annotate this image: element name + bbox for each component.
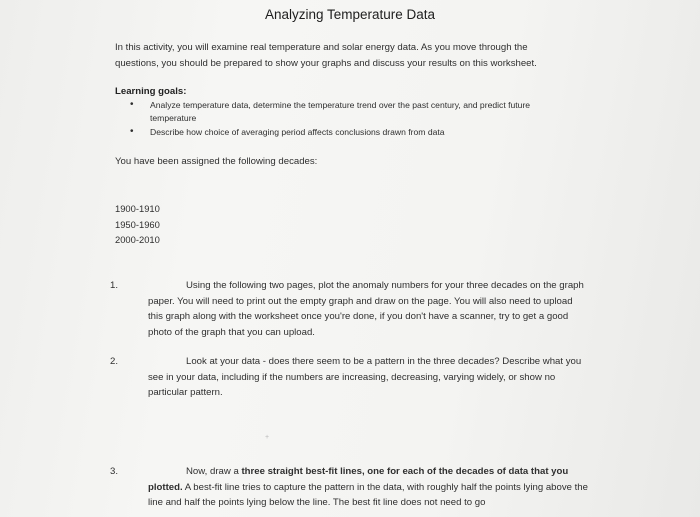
- question-number: 1.: [110, 280, 119, 291]
- assigned-decades-label: You have been assigned the following decades:: [115, 156, 318, 167]
- decade-item: 1950-1960: [115, 218, 160, 230]
- learning-goal-text: Describe how choice of averaging period affects conclusions drawn from data: [150, 127, 445, 137]
- intro-paragraph: In this activity, you will examine real temperature and solar energy data. As you move through the questions, you should be prepared to show your graphs and discuss your results on this worksheet.: [115, 42, 537, 69]
- learning-goals-list: [128, 99, 568, 141]
- question-text-emphasis: three straight best-fit lines, one for each of the decades of data that you plotted.: [148, 466, 569, 493]
- decade-item: 1900-1910: [115, 203, 160, 214]
- scan-speck: +: [265, 434, 270, 441]
- question-text: Using the following two pages, plot the anomaly numbers for your three decades on the graph paper. You will need to print out the empty graph and draw on the page. You will also need to upload this graph along with the worksheet once you're done, if you don't have a scanner, try to get a good photo of the graph that you can upload.: [148, 280, 584, 338]
- bullet-icon: •: [130, 99, 134, 110]
- question-text-end: A best-fit line tries to capture the pattern in the data, with roughly half the points lying above the line and half the points lying below the line. The best fit line does not need to go: [148, 481, 588, 508]
- page-title: Analyzing Temperature Data: [264, 7, 436, 22]
- list-item: [128, 99, 568, 124]
- question-text: Look at your data - does there seem to be a pattern in the three decades? Describe what you see in your data, including if the numbers are increasing, decreasing, varying widely, or show no particular pattern.: [148, 356, 582, 398]
- list-item: [128, 126, 568, 139]
- question-text: [148, 464, 588, 511]
- learning-goals-heading: Learning goals:: [115, 86, 187, 97]
- question-number: 2.: [110, 356, 119, 367]
- question-number: 3.: [110, 466, 119, 477]
- learning-goal-text: Analyze temperature data, determine the temperature trend over the past century, and predict future temperature: [150, 100, 531, 123]
- question-text-start: Now, draw a: [186, 466, 242, 477]
- bullet-icon: •: [130, 126, 134, 137]
- decade-list: [115, 201, 160, 248]
- decade-item: 2000-2010: [115, 234, 160, 245]
